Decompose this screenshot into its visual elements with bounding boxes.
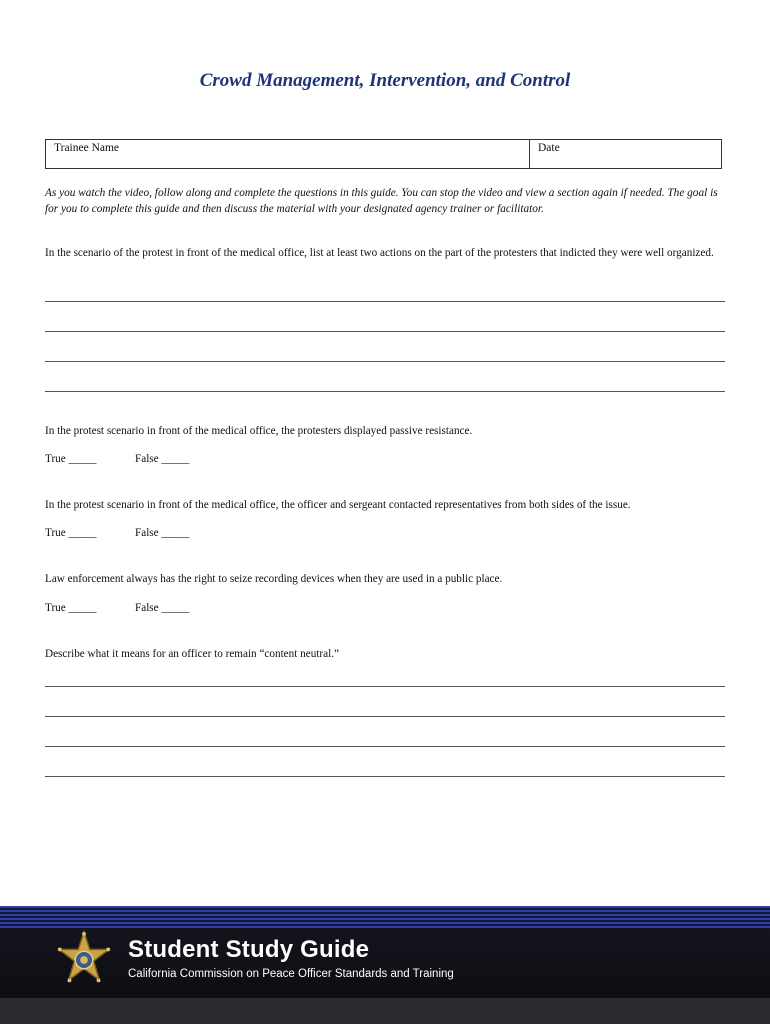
answer-line[interactable]	[45, 776, 725, 777]
date-field[interactable]	[530, 140, 721, 168]
answer-line[interactable]	[45, 331, 725, 332]
false-option[interactable]: False _____	[135, 602, 190, 614]
trainee-info-table	[45, 139, 722, 169]
answer-line[interactable]	[45, 391, 725, 392]
answer-line[interactable]	[45, 301, 725, 302]
true-false-row	[45, 527, 189, 539]
footer-banner	[0, 906, 770, 1024]
true-option[interactable]: True _____	[45, 453, 97, 465]
trainee-name-field[interactable]	[46, 140, 530, 168]
question-3: In the protest scenario in front of the medical office, the officer and sergeant contacted representatives from both sides of the issue.	[45, 499, 631, 511]
false-option[interactable]: False _____	[135, 453, 190, 465]
footer-stripes	[0, 906, 770, 928]
instructions-paragraph: As you watch the video, follow along and complete the questions in this guide. You can stop the video and view a section again if needed. The goal is for you to complete this guide and then discuss the material with your designated agency trainer or facilitator.	[45, 187, 718, 215]
true-option[interactable]: True _____	[45, 602, 97, 614]
footer-title: Student Study Guide	[128, 936, 370, 963]
true-false-row	[45, 602, 189, 614]
trainee-name-label: Trainee Name	[54, 142, 120, 154]
question-2: In the protest scenario in front of the medical office, the protesters displayed passive resistance.	[45, 425, 473, 437]
star-badge-icon	[55, 930, 113, 992]
question-1: In the scenario of the protest in front of the medical office, list at least two actions on the part of the protesters that indicted they were well organized.	[45, 247, 714, 259]
question-4: Law enforcement always has the right to seize recording devices when they are used in a public place.	[45, 573, 503, 585]
footer-bottom-strip	[0, 998, 770, 1024]
answer-line[interactable]	[45, 746, 725, 747]
true-false-row	[45, 453, 189, 465]
false-option[interactable]: False _____	[135, 527, 190, 539]
footer-subtitle: California Commission on Peace Officer Standards and Training	[128, 968, 454, 980]
question-5: Describe what it means for an officer to remain “content neutral.”	[45, 648, 339, 660]
date-label: Date	[538, 142, 560, 154]
answer-line[interactable]	[45, 716, 725, 717]
answer-line[interactable]	[45, 361, 725, 362]
document-title: Crowd Management, Intervention, and Control	[199, 70, 571, 91]
true-option[interactable]: True _____	[45, 527, 97, 539]
answer-line[interactable]	[45, 686, 725, 687]
